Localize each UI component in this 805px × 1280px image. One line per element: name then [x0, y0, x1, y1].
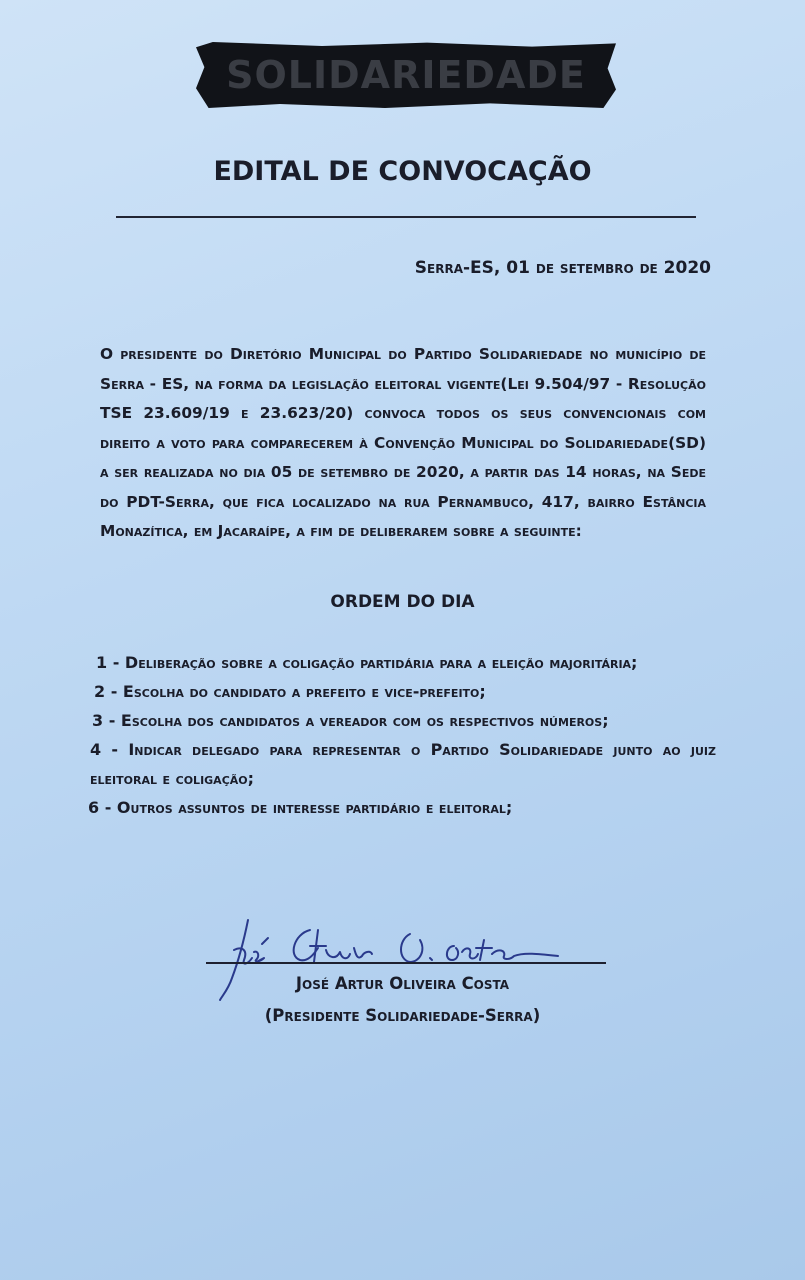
- signer-name: José Artur Oliveira Costa: [295, 974, 510, 993]
- party-logo: SOLIDARIEDADE: [226, 53, 586, 97]
- convocation-body: O presidente do Diretório Municipal do Partido Solidariedade no município de Serra - ES, na forma da legislação eleitoral vigente(Lei 9.504/97 - Resolução TSE 23.609/19 e 23.623/20) convoca todos os seus convencionais com direito a voto para comparecerem à Convenção Municipal do Solidariedade(SD) a ser realizada no dia 05 de setembro de 2020, a partir das 14 horas, na Sede do PDT-Serra, que fica localizado na rua Pernambuco, 417, bairro Estância Monazítica, em Jacaraípe, a fim de deliberarem sobre a seguinte:: [100, 345, 706, 540]
- agenda-title: ORDEM DO DIA: [330, 592, 475, 612]
- date-line: Serra-ES, 01 de setembro de 2020: [414, 258, 711, 278]
- list-item: 2 - Escolha do candidato a prefeito e vice-prefeito;: [94, 682, 486, 701]
- signature-line: [206, 962, 606, 964]
- agenda-list: [86, 648, 716, 822]
- list-item: 6 - Outros assuntos de interesse partidário e eleitoral;: [88, 798, 513, 817]
- list-item: 4 - Indicar delegado para representar o Partido Solidariedade junto ao juiz eleitoral e coligação;: [90, 740, 717, 788]
- title-underline: [116, 216, 696, 218]
- document-title: EDITAL DE CONVOCAÇÃO: [213, 156, 592, 187]
- list-item: 1 - Deliberação sobre a coligação partidária para a eleição majoritária;: [96, 653, 638, 672]
- signer-role: (Presidente Solidariedade-Serra): [264, 1006, 541, 1025]
- handwritten-signature: [214, 900, 574, 1010]
- list-item: 3 - Escolha dos candidatos a vereador com os respectivos números;: [92, 711, 609, 730]
